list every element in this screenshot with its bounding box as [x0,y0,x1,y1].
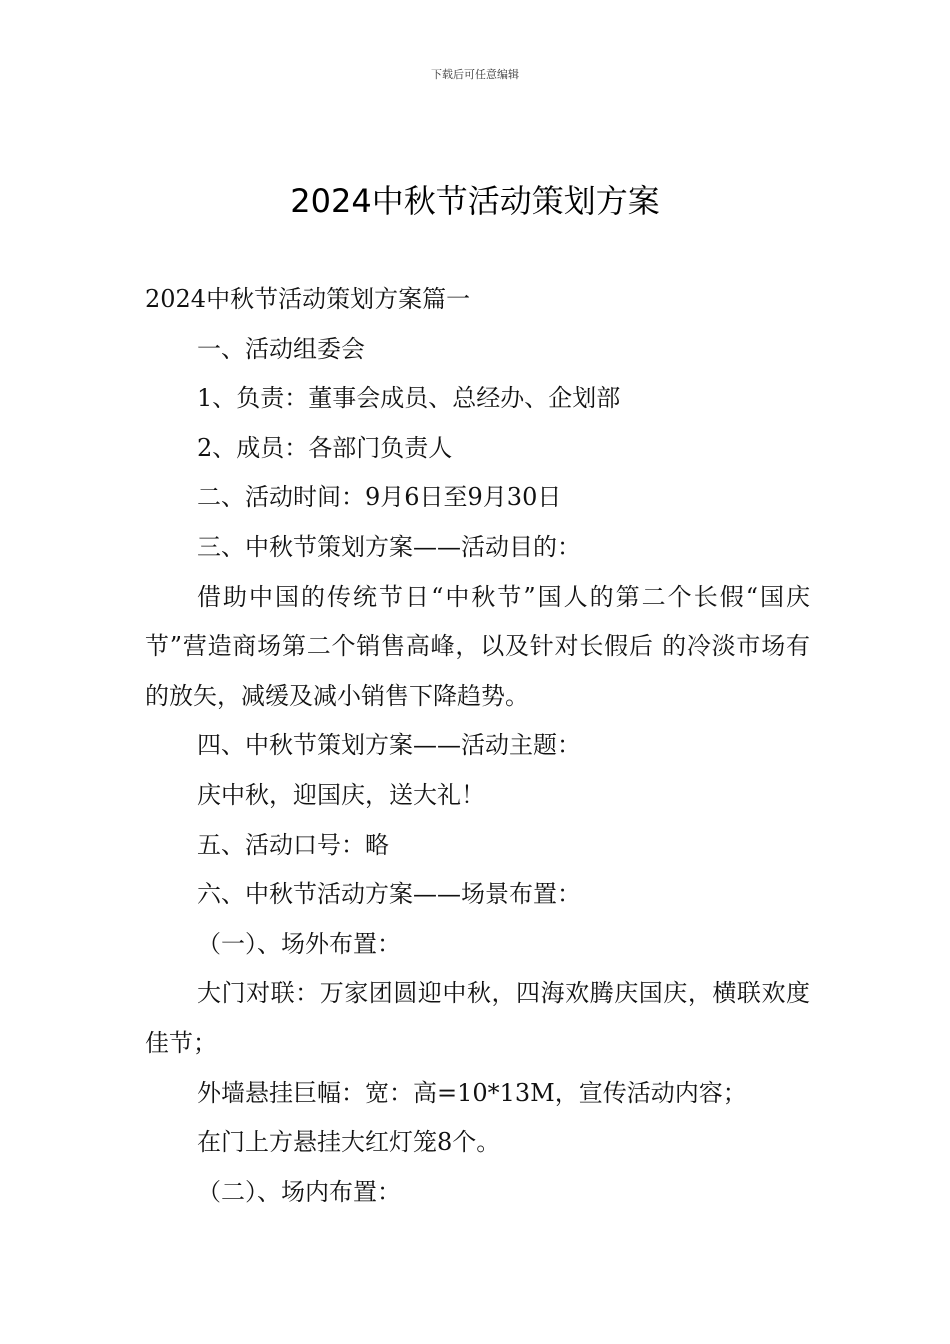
paragraph-line: 外墙悬挂巨幅：宽：高=10*13M，宣传活动内容； [197,1078,747,1107]
paragraph-line: 庆中秋，迎国庆，送大礼！ [197,780,485,809]
paragraph-line: 二、活动时间：9月6日至9月30日 [197,483,562,512]
page-header-note: 下载后可任意编辑 [431,68,519,81]
paragraph-line: 三、中秋节策划方案——活动目的： [197,532,581,561]
paragraph-line: 1、负责：董事会成员、总经办、企划部 [197,384,621,413]
paragraph-line: 2、成员：各部门负责人 [197,433,453,462]
paragraph-line: 在门上方悬挂大红灯笼8个。 [197,1128,501,1157]
paragraph-line: （二）、场内布置： [197,1177,401,1206]
paragraph-line: 五、活动口号：略 [197,830,389,859]
paragraph-line: 四、中秋节策划方案——活动主题： [197,731,581,760]
paragraph-line: 一、活动组委会 [197,334,365,363]
document-title: 2024中秋节活动策划方案 [290,182,660,220]
paragraph-couplet: 大门对联：万家团圆迎中秋，四海欢腾庆国庆，横联欢度佳节； [145,979,810,1057]
paragraph-line: （一）、场外布置： [197,929,401,958]
section-heading: 2024中秋节活动策划方案篇一 [145,285,471,313]
paragraph-line: 六、中秋节活动方案——场景布置： [197,880,581,909]
paragraph-purpose: 借助中国的传统节日“中秋节”国人的第二个长假“国庆节”营造商场第二个销售高峰，以及针对长假后 的冷淡市场有的放矢，减缓及减小销售下降趋势。 [145,582,810,710]
document-body [145,275,810,1217]
